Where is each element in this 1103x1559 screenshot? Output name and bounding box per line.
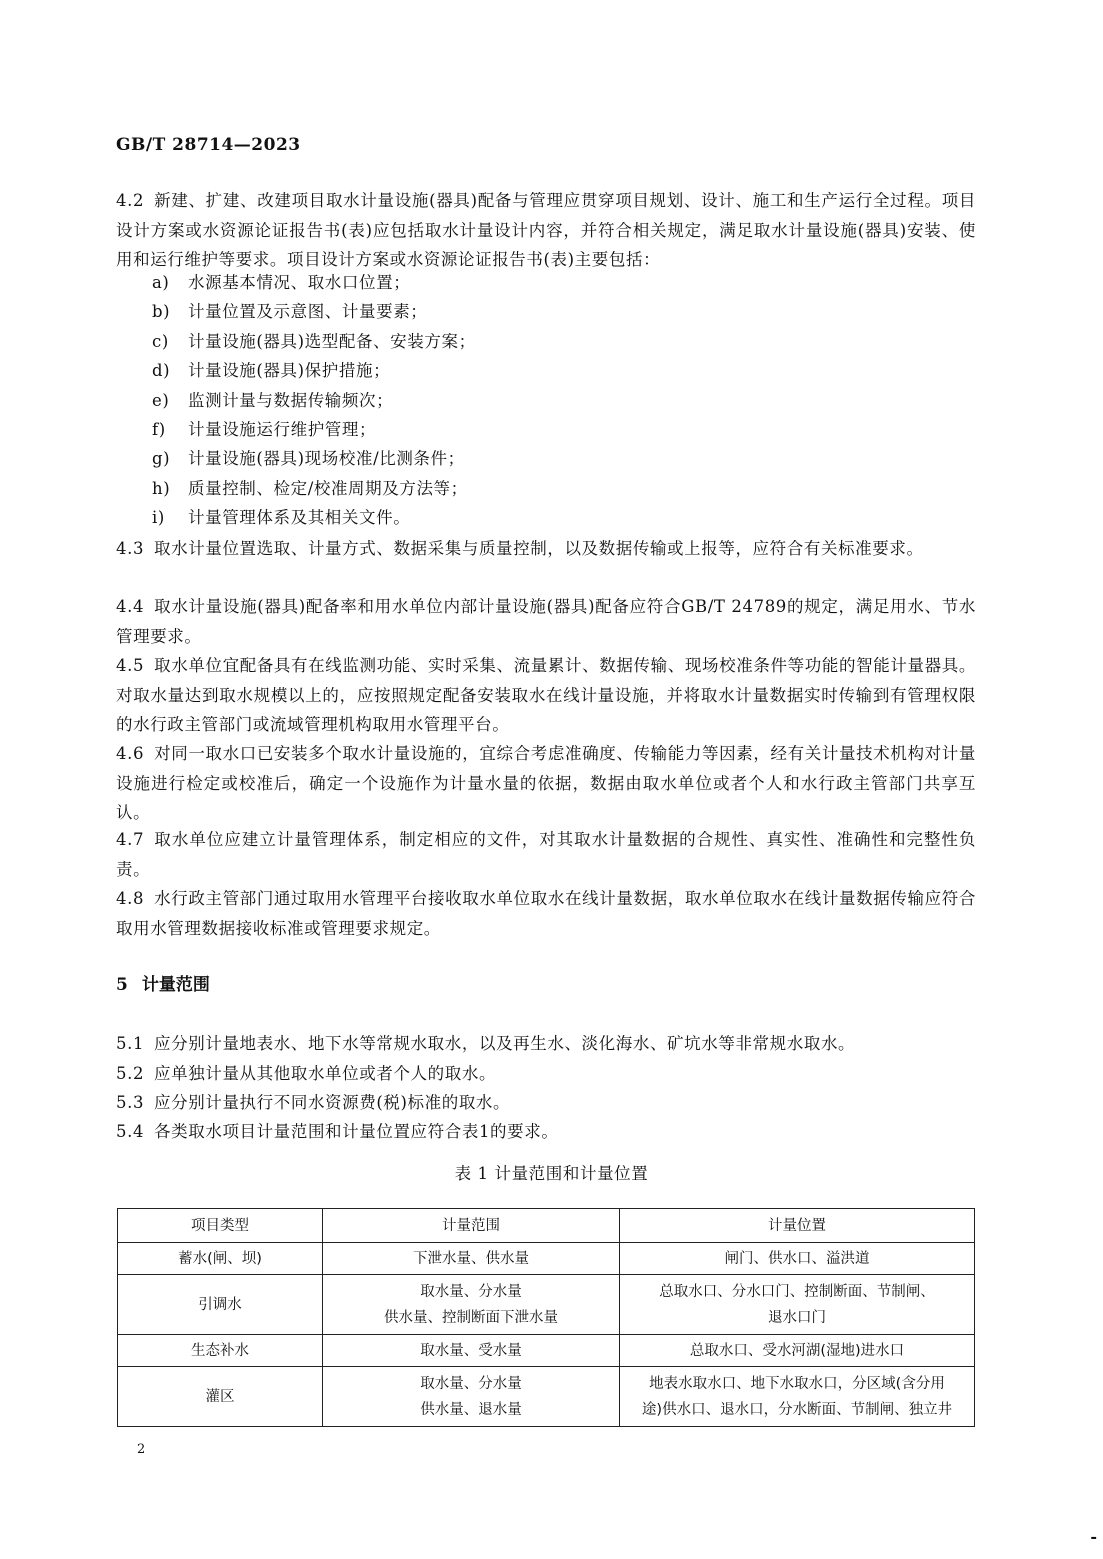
clause-text: 取水计量位置选取、计量方式、数据采集与质量控制，以及数据传输或上报等，应符合有关标准要求。 [154, 539, 924, 558]
list-text: 计量位置及示意图、计量要素； [188, 302, 428, 322]
list-label: a) [152, 273, 170, 292]
table-header-cell: 计量位置 [620, 1209, 975, 1243]
list-text: 质量控制、检定/校准周期及方法等； [188, 478, 468, 498]
clause-5-1 [116, 1029, 976, 1059]
clause-number: 4.3 [116, 539, 145, 558]
table-cell [620, 1367, 975, 1427]
clause-5-2 [116, 1059, 976, 1089]
clause-5-4 [116, 1117, 976, 1147]
table-header-cell: 项目类型 [118, 1209, 323, 1243]
list-label: e) [152, 390, 170, 410]
table-row [118, 1367, 975, 1427]
list-text: 监测计量与数据传输频次； [188, 390, 394, 410]
clause-4-2 [116, 186, 976, 275]
list-text: 计量设施(器具)保护措施； [188, 361, 391, 381]
cell-line: 闸门、供水口、溢洪道 [724, 1250, 870, 1267]
cell-line: 退水口门 [768, 1309, 826, 1326]
clause-number: 5.1 [116, 1034, 145, 1053]
cell-line: 取水量、分水量 [420, 1375, 522, 1392]
list-text: 水源基本情况、取水口位置； [188, 273, 411, 292]
list-item [152, 268, 476, 297]
clause-4-3 [116, 534, 976, 564]
list-label: g) [152, 449, 171, 469]
clause-text: 取水计量设施(器具)配备率和用水单位内部计量设施(器具)配备应符合GB/T 24789的规定，满足用水、节水管理要求。 [116, 597, 976, 646]
table-row [118, 1243, 975, 1275]
clause-4-4 [116, 592, 976, 651]
list-label: f) [152, 420, 166, 440]
table-cell [323, 1335, 620, 1367]
clause-number: 4.6 [116, 744, 145, 763]
clause-text: 各类取水项目计量范围和计量位置应符合表1的要求。 [154, 1122, 559, 1141]
clause-text: 应单独计量从其他取水单位或者个人的取水。 [154, 1064, 497, 1083]
edge-mark: - [1090, 1527, 1097, 1546]
clause-number: 4.5 [116, 656, 145, 675]
clause-text: 取水单位宜配备具有在线监测功能、实时采集、流量累计、数据传输、现场校准条件等功能的智能计量器具。对取水量达到取水规模以上的，应按照规定配备安装取水在线计量设施，并将取水计量数据实时传输到有管理权限的水行政主管部门或流域管理机构取用水管理平台。 [116, 656, 976, 734]
cell-line: 途)供水口、退水口，分水断面、节制闸、独立井 [641, 1401, 953, 1418]
list-label: c) [152, 331, 169, 351]
list-item [152, 356, 476, 385]
table-cell [323, 1367, 620, 1427]
list-text: 计量设施运行维护管理； [188, 420, 377, 440]
list-label: b) [152, 302, 171, 322]
clause-number: 5.4 [116, 1122, 145, 1141]
clause-number: 5.2 [116, 1064, 145, 1083]
cell-line: 取水量、分水量 [420, 1283, 522, 1300]
section-title: 计量范围 [141, 975, 210, 995]
table-cell: 生态补水 [118, 1335, 323, 1367]
section-number: 5 [116, 975, 128, 995]
list-text: 计量设施(器具)现场校准/比测条件； [188, 449, 465, 469]
list-label: h) [152, 478, 171, 498]
table-cell [323, 1243, 620, 1275]
clause-text: 对同一取水口已安装多个取水计量设施的，宜综合考虑准确度、传输能力等因素，经有关计量技术机构对计量设施进行检定或校准后，确定一个设施作为计量水量的依据，数据由取水单位或者个人和水行政主管部门共享互认。 [116, 744, 976, 822]
table-cell [323, 1275, 620, 1335]
list-text: 计量设施(器具)选型配备、安装方案； [188, 331, 476, 351]
cell-line: 总取水口、分水口门、控制断面、节制闸、 [659, 1283, 935, 1300]
list-text: 计量管理体系及其相关文件。 [188, 508, 411, 528]
cell-line: 下泄水量、供水量 [413, 1250, 529, 1267]
table-cell: 蓄水(闸、坝) [118, 1243, 323, 1275]
cell-line: 供水量、控制断面下泄水量 [384, 1309, 558, 1326]
table-caption: 表 1 计量范围和计量位置 [454, 1164, 649, 1183]
table-row [118, 1275, 975, 1335]
clause-4-8 [116, 884, 976, 943]
list-label: d) [152, 361, 171, 381]
table-cell [620, 1243, 975, 1275]
cell-line: 取水量、受水量 [420, 1342, 522, 1359]
clause-number: 4.4 [116, 597, 145, 616]
table-cell [620, 1335, 975, 1367]
section-heading [116, 970, 210, 995]
table-row [118, 1335, 975, 1367]
clause-text: 应分别计量执行不同水资源费(税)标准的取水。 [154, 1093, 511, 1112]
requirements-list [152, 268, 476, 533]
page-number: 2 [137, 1442, 146, 1457]
list-item [152, 327, 476, 356]
clause-4-6 [116, 739, 976, 828]
list-item [152, 297, 476, 326]
list-item [152, 503, 476, 532]
metering-table [117, 1208, 975, 1427]
table-cell: 引调水 [118, 1275, 323, 1335]
list-item [152, 474, 476, 503]
clause-4-5 [116, 651, 976, 740]
document-header: GB/T 28714—2023 [116, 135, 301, 155]
clause-text: 应分别计量地表水、地下水等常规水取水，以及再生水、淡化海水、矿坑水等非常规水取水。 [154, 1034, 856, 1053]
table-cell: 灌区 [118, 1367, 323, 1427]
cell-line: 总取水口、受水河湖(湿地)进水口 [689, 1342, 905, 1359]
clause-number: 4.2 [116, 191, 145, 210]
clause-text: 取水单位应建立计量管理体系，制定相应的文件，对其取水计量数据的合规性、真实性、准确性和完整性负责。 [116, 830, 976, 879]
list-item [152, 415, 476, 444]
clause-number: 4.8 [116, 889, 145, 908]
list-label: i) [152, 508, 165, 528]
cell-line: 供水量、退水量 [420, 1401, 522, 1418]
clause-text: 水行政主管部门通过取用水管理平台接收取水单位取水在线计量数据，取水单位取水在线计量数据传输应符合取用水管理数据接收标准或管理要求规定。 [116, 889, 976, 938]
clause-4-7 [116, 825, 976, 884]
clause-number: 5.3 [116, 1093, 145, 1112]
cell-line: 地表水取水口、地下水取水口，分区域(含分用 [649, 1375, 945, 1392]
clause-number: 4.7 [116, 830, 145, 849]
list-item [152, 444, 476, 473]
list-item [152, 386, 476, 415]
table-cell [620, 1275, 975, 1335]
table-header-row [118, 1209, 975, 1243]
table-header-cell: 计量范围 [323, 1209, 620, 1243]
clause-text: 新建、扩建、改建项目取水计量设施(器具)配备与管理应贯穿项目规划、设计、施工和生产运行全过程。项目设计方案或水资源论证报告书(表)应包括取水计量设计内容，并符合相关规定，满足取水计量设施(器具)安装、使用和运行维护等要求。项目设计方案或水资源论证报告书(表)主要包括： [116, 191, 976, 269]
clause-5-3 [116, 1088, 976, 1118]
